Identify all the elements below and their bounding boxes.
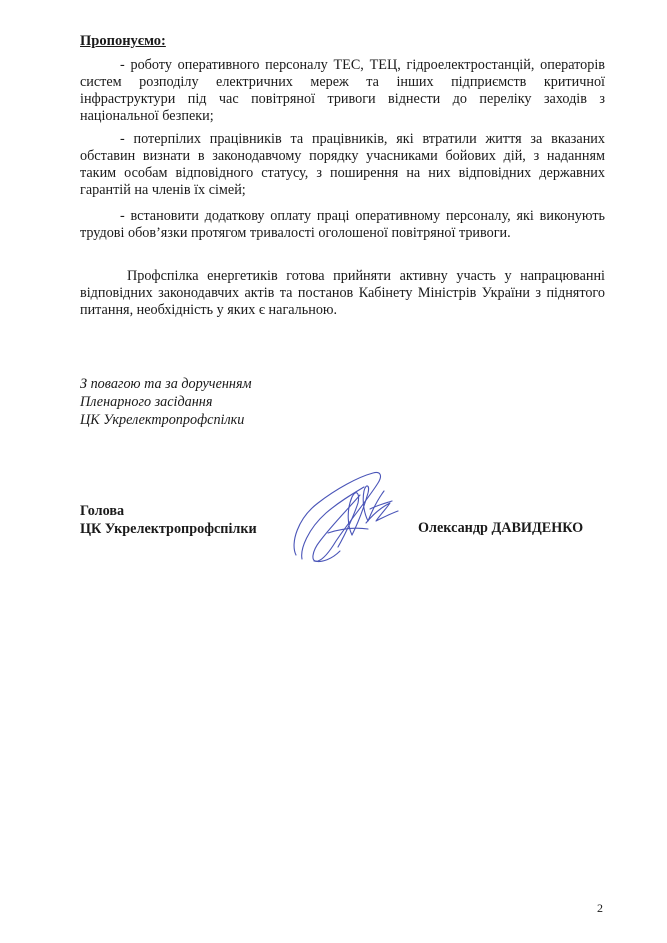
- regards-line-1: З повагою та за дорученням: [80, 376, 252, 392]
- regards-block: [80, 375, 252, 429]
- page-number: 2: [597, 901, 603, 915]
- signatory-title-line-1: Голова: [80, 503, 125, 519]
- document-heading: Пропонуємо:: [80, 33, 166, 49]
- proposal-paragraph-2: - потерпілих працівників та працівників, які втратили життя за вказаних обставин визнати в законодавчому порядку учасниками бойових дій, з наданням таким особам відповідного статусу, з поширення на них відповідних державних гарантій на членів їх сімей;: [80, 131, 605, 198]
- signatory-title-line-2: ЦК Укрелектропрофспілки: [80, 521, 257, 537]
- handwritten-signature: [288, 463, 403, 568]
- signatory-title: [80, 502, 257, 538]
- regards-line-3: ЦК Укрелектропрофспілки: [80, 412, 245, 428]
- proposal-paragraph-3: - встановити додаткову оплату праці оперативному персоналу, які виконують трудові обов’язки протягом тривалості оголошеної повітряної тривоги.: [80, 208, 605, 241]
- closing-paragraph: Профспілка енергетиків готова прийняти активну участь у напрацюванні відповідних законодавчих актів та постанов Кабінету Міністрів України з піднятого питання, необхідність у яких є нагальною.: [80, 268, 605, 318]
- signatory-name: Олександр ДАВИДЕНКО: [418, 520, 584, 536]
- proposal-paragraph-1: - роботу оперативного персоналу ТЕС, ТЕЦ, гідроелектростанцій, операторів систем розподілу електричних мереж та інших підприємств критичної інфраструктури під час повітряної тривоги віднести до переліку заходів з національної безпеки;: [80, 57, 605, 124]
- regards-line-2: Пленарного засідання: [80, 394, 213, 410]
